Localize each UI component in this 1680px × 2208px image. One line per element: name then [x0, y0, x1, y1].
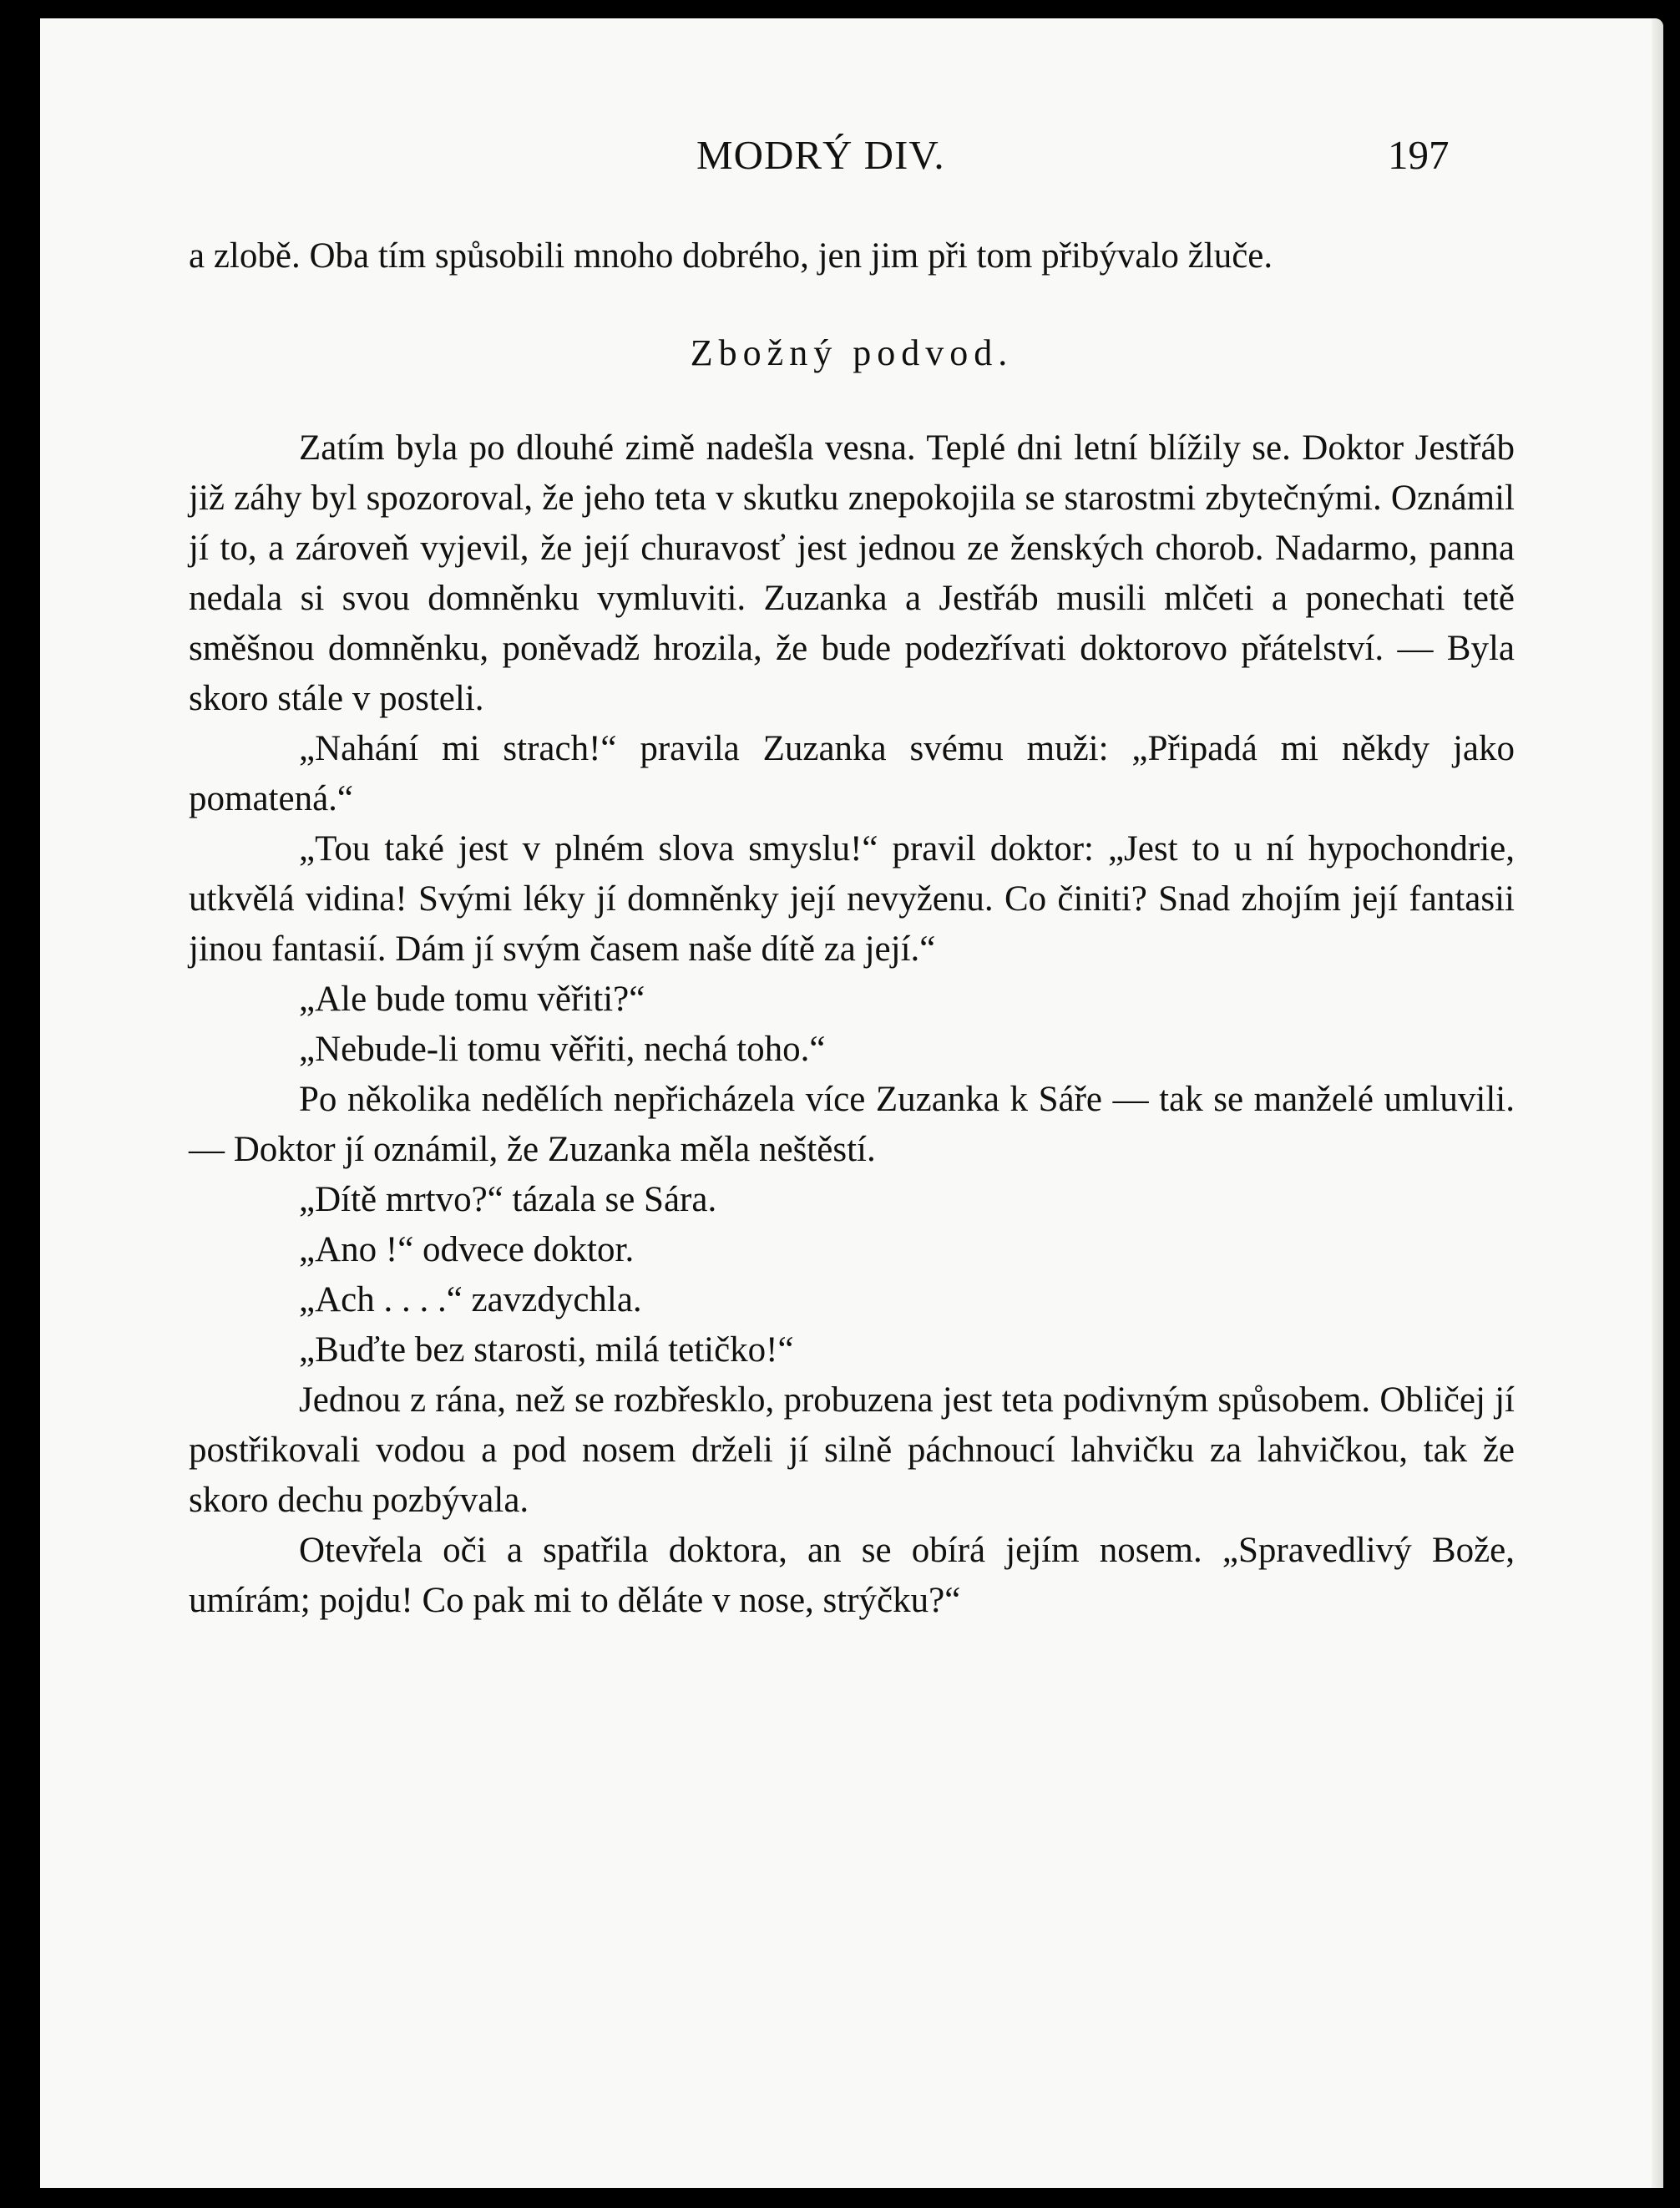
paragraph: Jednou z rána, než se rozbřesklo, probuzena jest teta podivným spůsobem. Obličej jí postřikovali vodou a pod nosem drželi jí silně páchnoucí lahvičku za lahvičkou, tak že skoro dechu pozbývala.: [189, 1380, 1515, 1520]
paragraph: „Dítě mrtvo?“ tázala se Sára.: [299, 1180, 717, 1219]
page-header: [40, 131, 1663, 190]
page-text: [189, 231, 1515, 1626]
paragraph: „Nahání mi strach!“ pravila Zuzanka svému muži: „Připadá mi někdy jako pomatená.“: [189, 729, 1515, 818]
paragraph: „Ano !“ odvece doktor.: [299, 1230, 635, 1269]
page-edge-shadow: [1652, 18, 1663, 2188]
paragraph: Otevřela oči a spatřila doktora, an se obírá jejím nosem. „Spravedlivý Bože, umírám; pojdu! Co pak mi to děláte v nose, strýčku?“: [189, 1531, 1515, 1620]
paragraph: „Ach . . . .“ zavzdychla.: [299, 1280, 642, 1319]
page-number: 197: [1388, 132, 1450, 178]
book-page: [40, 18, 1663, 2188]
running-title: MODRÝ DIV.: [696, 132, 945, 178]
paragraph-continued: a zlobě. Oba tím spůsobili mnoho dobrého, jen jim při tom přibývalo žluče.: [189, 236, 1273, 276]
paragraph: „Buďte bez starosti, milá tetičko!“: [299, 1330, 794, 1370]
section-title: Zbožný podvod.: [690, 332, 1014, 373]
paragraph: „Ale bude tomu věřiti?“: [299, 980, 645, 1019]
paragraph: Po několika nedělích nepřicházela více Zuzanka k Sáře — tak se manželé umluvili. — Doktor jí oznámil, že Zuzanka měla neštěstí.: [189, 1080, 1515, 1169]
paragraph: Zatím byla po dlouhé zimě nadešla vesna. Teplé dni letní blížily se. Doktor Jestřáb již záhy byl spozoroval, že jeho teta v skutku znepokojila se starostmi zbytečnými. Oznámil jí to, a zároveň vyjevil, že její churavosť jest jednou ze ženských chorob. Nadarmo, panna nedala si svou domněnku vymluviti. Zuzanka a Jestřáb musili mlčeti a ponechati tetě směšnou domněnku, poněvadž hrozila, že bude podezřívati doktorovo přátelství. — Byla skoro stále v posteli.: [189, 428, 1515, 718]
paragraph: „Nebude-li tomu věřiti, nechá toho.“: [299, 1030, 826, 1069]
paragraph: „Tou také jest v plném slova smyslu!“ pravil doktor: „Jest to u ní hypochondrie, utkvělá vidina! Svými léky jí domněnky její nevyženu. Co činiti? Snad zhojím její fantasii jinou fantasií. Dám jí svým časem naše dítě za její.“: [189, 829, 1515, 969]
